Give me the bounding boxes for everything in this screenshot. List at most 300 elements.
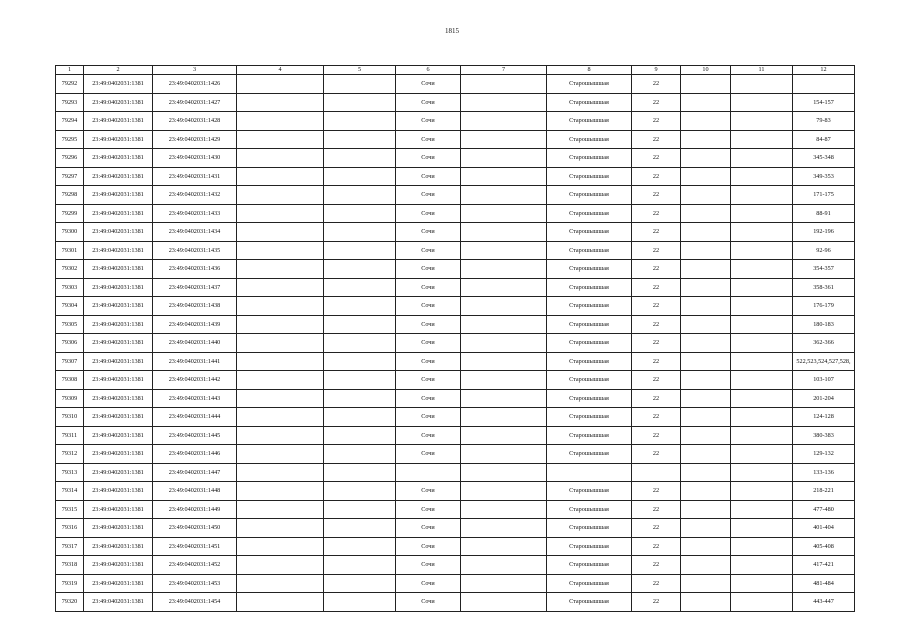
table-cell-col-5 [324, 593, 396, 612]
table-cell-col-3: 23:49:0402031:1452 [153, 556, 237, 575]
table-cell-col-11 [731, 130, 793, 149]
table-cell-col-2: 23:49:0402031:1381 [84, 241, 153, 260]
table-cell-col-7 [461, 463, 547, 482]
table-cell-col-9: 22 [632, 371, 681, 390]
table-cell-col-10 [681, 167, 731, 186]
table-cell-col-10 [681, 352, 731, 371]
table-cell-col-10 [681, 500, 731, 519]
table-cell-col-8: Старошышшая [547, 223, 632, 242]
table-cell-col-5 [324, 241, 396, 260]
table-cell-col-5 [324, 167, 396, 186]
table-cell-col-1: 79302 [56, 260, 84, 279]
table-cell-col-5 [324, 149, 396, 168]
table-cell-col-6: Сочи [396, 445, 461, 464]
table-cell-col-6: Сочи [396, 130, 461, 149]
table-cell-col-2: 23:49:0402031:1381 [84, 130, 153, 149]
table-cell-col-1: 79318 [56, 556, 84, 575]
table-cell-col-1: 79294 [56, 112, 84, 131]
table-cell-col-8: Старошышшая [547, 426, 632, 445]
table-cell-col-2: 23:49:0402031:1381 [84, 500, 153, 519]
table-cell-col-10 [681, 537, 731, 556]
table-cell-col-6: Сочи [396, 519, 461, 538]
table-cell-col-7 [461, 371, 547, 390]
column-header-6: 6 [396, 66, 461, 75]
table-cell-col-1: 79301 [56, 241, 84, 260]
table-cell-col-9: 22 [632, 352, 681, 371]
table-cell-col-6: Сочи [396, 167, 461, 186]
table-cell-col-7 [461, 574, 547, 593]
table-cell-col-5 [324, 500, 396, 519]
table-cell-col-6: Сочи [396, 112, 461, 131]
table-cell-col-12: 84-87 [793, 130, 855, 149]
table-cell-col-9: 22 [632, 389, 681, 408]
table-cell-col-5 [324, 371, 396, 390]
table-cell-col-2: 23:49:0402031:1381 [84, 260, 153, 279]
table-cell-col-10 [681, 315, 731, 334]
table-cell-col-4 [237, 334, 324, 353]
table-cell-col-2: 23:49:0402031:1381 [84, 112, 153, 131]
table-cell-col-12: 522,523,524,527,528, [793, 352, 855, 371]
table-cell-col-7 [461, 334, 547, 353]
table-cell-col-11 [731, 445, 793, 464]
table-cell-col-3: 23:49:0402031:1439 [153, 315, 237, 334]
table-cell-col-11 [731, 93, 793, 112]
table-cell-col-8: Старошышшая [547, 408, 632, 427]
table-cell-col-7 [461, 204, 547, 223]
table-cell-col-5 [324, 112, 396, 131]
table-cell-col-1: 79309 [56, 389, 84, 408]
table-cell-col-3: 23:49:0402031:1429 [153, 130, 237, 149]
table-cell-col-9: 22 [632, 315, 681, 334]
table-cell-col-5 [324, 297, 396, 316]
table-cell-col-5 [324, 186, 396, 205]
table-cell-col-2: 23:49:0402031:1381 [84, 315, 153, 334]
table-cell-col-10 [681, 334, 731, 353]
table-cell-col-1: 79300 [56, 223, 84, 242]
table-cell-col-3: 23:49:0402031:1426 [153, 75, 237, 94]
table-cell-col-3: 23:49:0402031:1433 [153, 204, 237, 223]
table-row [56, 260, 855, 279]
table-cell-col-8: Старошышшая [547, 278, 632, 297]
column-header-10: 10 [681, 66, 731, 75]
table-cell-col-5 [324, 463, 396, 482]
table-cell-col-4 [237, 556, 324, 575]
table-cell-col-9: 22 [632, 260, 681, 279]
table-cell-col-9: 22 [632, 593, 681, 612]
column-header-7: 7 [461, 66, 547, 75]
table-cell-col-11 [731, 593, 793, 612]
table-cell-col-10 [681, 75, 731, 94]
table-cell-col-7 [461, 149, 547, 168]
table-cell-col-12 [793, 75, 855, 94]
table-cell-col-12: 345-348 [793, 149, 855, 168]
table-cell-col-1: 79303 [56, 278, 84, 297]
table-cell-col-8: Старошышшая [547, 352, 632, 371]
table-cell-col-5 [324, 334, 396, 353]
table-row [56, 278, 855, 297]
table-cell-col-7 [461, 482, 547, 501]
column-header-8: 8 [547, 66, 632, 75]
table-cell-col-11 [731, 500, 793, 519]
table-cell-col-2: 23:49:0402031:1381 [84, 75, 153, 94]
table-cell-col-12: 154-157 [793, 93, 855, 112]
table-row [56, 315, 855, 334]
table-cell-col-3: 23:49:0402031:1453 [153, 574, 237, 593]
table-cell-col-5 [324, 93, 396, 112]
table-row [56, 556, 855, 575]
column-header-4: 4 [237, 66, 324, 75]
table-cell-col-3: 23:49:0402031:1428 [153, 112, 237, 131]
table-cell-col-5 [324, 315, 396, 334]
table-cell-col-1: 79314 [56, 482, 84, 501]
table-cell-col-3: 23:49:0402031:1436 [153, 260, 237, 279]
column-header-9: 9 [632, 66, 681, 75]
table-cell-col-6: Сочи [396, 223, 461, 242]
table-cell-col-12: 133-136 [793, 463, 855, 482]
table-cell-col-1: 79313 [56, 463, 84, 482]
table-cell-col-8: Старошышшая [547, 574, 632, 593]
table-cell-col-12: 176-179 [793, 297, 855, 316]
table-row [56, 593, 855, 612]
table-row [56, 519, 855, 538]
table-cell-col-9: 22 [632, 130, 681, 149]
table-cell-col-8: Старошышшая [547, 593, 632, 612]
table-cell-col-10 [681, 297, 731, 316]
table-cell-col-12: 401-404 [793, 519, 855, 538]
table-cell-col-10 [681, 445, 731, 464]
table-cell-col-1: 79305 [56, 315, 84, 334]
table-cell-col-5 [324, 537, 396, 556]
table-cell-col-11 [731, 260, 793, 279]
table-cell-col-1: 79293 [56, 93, 84, 112]
table-cell-col-4 [237, 278, 324, 297]
table-cell-col-4 [237, 426, 324, 445]
table-cell-col-4 [237, 352, 324, 371]
table-cell-col-5 [324, 352, 396, 371]
table-cell-col-2: 23:49:0402031:1381 [84, 519, 153, 538]
table-cell-col-9: 22 [632, 426, 681, 445]
table-cell-col-8: Старошышшая [547, 537, 632, 556]
table-cell-col-5 [324, 223, 396, 242]
column-header-5: 5 [324, 66, 396, 75]
table-cell-col-11 [731, 371, 793, 390]
table-cell-col-3: 23:49:0402031:1445 [153, 426, 237, 445]
table-cell-col-4 [237, 260, 324, 279]
table-cell-col-10 [681, 556, 731, 575]
table-row [56, 389, 855, 408]
table-cell-col-1: 79312 [56, 445, 84, 464]
table-cell-col-6: Сочи [396, 204, 461, 223]
table-cell-col-8: Старошышшая [547, 93, 632, 112]
table-cell-col-5 [324, 75, 396, 94]
table-cell-col-1: 79308 [56, 371, 84, 390]
table-cell-col-9: 22 [632, 297, 681, 316]
table-row [56, 426, 855, 445]
table-cell-col-8: Старошышшая [547, 334, 632, 353]
table-cell-col-7 [461, 130, 547, 149]
table-cell-col-11 [731, 537, 793, 556]
table-cell-col-1: 79304 [56, 297, 84, 316]
table-cell-col-5 [324, 426, 396, 445]
table-cell-col-2: 23:49:0402031:1381 [84, 389, 153, 408]
table-cell-col-3: 23:49:0402031:1435 [153, 241, 237, 260]
table-cell-col-3: 23:49:0402031:1437 [153, 278, 237, 297]
table-cell-col-7 [461, 260, 547, 279]
table-cell-col-6: Сочи [396, 186, 461, 205]
table-row [56, 408, 855, 427]
table-cell-col-2: 23:49:0402031:1381 [84, 556, 153, 575]
table-cell-col-8: Старошышшая [547, 482, 632, 501]
table-cell-col-2: 23:49:0402031:1381 [84, 278, 153, 297]
table-cell-col-8: Старошышшая [547, 500, 632, 519]
table-cell-col-4 [237, 519, 324, 538]
table-cell-col-6: Сочи [396, 408, 461, 427]
table-row [56, 223, 855, 242]
table-cell-col-7 [461, 519, 547, 538]
table-cell-col-7 [461, 186, 547, 205]
table-cell-col-7 [461, 297, 547, 316]
table-cell-col-4 [237, 500, 324, 519]
table-cell-col-5 [324, 574, 396, 593]
table-cell-col-6: Сочи [396, 389, 461, 408]
page-number: 1815 [445, 27, 459, 35]
table-cell-col-12: 192-196 [793, 223, 855, 242]
table-cell-col-11 [731, 556, 793, 575]
column-header-2: 2 [84, 66, 153, 75]
table-cell-col-7 [461, 426, 547, 445]
table-cell-col-12: 362-366 [793, 334, 855, 353]
table-cell-col-11 [731, 463, 793, 482]
table-cell-col-3: 23:49:0402031:1427 [153, 93, 237, 112]
table-cell-col-7 [461, 241, 547, 260]
table-cell-col-1: 79299 [56, 204, 84, 223]
table-cell-col-12: 88-91 [793, 204, 855, 223]
table-cell-col-9: 22 [632, 112, 681, 131]
table-cell-col-4 [237, 537, 324, 556]
table-cell-col-11 [731, 315, 793, 334]
table-row [56, 167, 855, 186]
table-cell-col-9: 22 [632, 334, 681, 353]
table-cell-col-6: Сочи [396, 334, 461, 353]
table-cell-col-11 [731, 278, 793, 297]
table-row [56, 500, 855, 519]
table-cell-col-10 [681, 593, 731, 612]
table-cell-col-3: 23:49:0402031:1448 [153, 482, 237, 501]
table-cell-col-6: Сочи [396, 371, 461, 390]
table-cell-col-6: Сочи [396, 149, 461, 168]
table-cell-col-12: 380-383 [793, 426, 855, 445]
table-cell-col-8: Старошышшая [547, 186, 632, 205]
table-cell-col-11 [731, 482, 793, 501]
table-cell-col-10 [681, 204, 731, 223]
table-cell-col-6: Сочи [396, 297, 461, 316]
table-cell-col-7 [461, 223, 547, 242]
table-cell-col-10 [681, 130, 731, 149]
table-cell-col-11 [731, 389, 793, 408]
table-cell-col-12: 354-357 [793, 260, 855, 279]
table-cell-col-2: 23:49:0402031:1381 [84, 352, 153, 371]
table-cell-col-3: 23:49:0402031:1434 [153, 223, 237, 242]
table-cell-col-11 [731, 241, 793, 260]
table-cell-col-2: 23:49:0402031:1381 [84, 204, 153, 223]
table-cell-col-3: 23:49:0402031:1447 [153, 463, 237, 482]
table-cell-col-2: 23:49:0402031:1381 [84, 167, 153, 186]
table-cell-col-12: 171-175 [793, 186, 855, 205]
table-cell-col-5 [324, 278, 396, 297]
table-cell-col-12: 201-204 [793, 389, 855, 408]
table-cell-col-10 [681, 93, 731, 112]
table-cell-col-12: 92-96 [793, 241, 855, 260]
table-cell-col-6: Сочи [396, 352, 461, 371]
table-cell-col-8: Старошышшая [547, 260, 632, 279]
table-cell-col-6: Сочи [396, 75, 461, 94]
table-cell-col-7 [461, 593, 547, 612]
table-row [56, 463, 855, 482]
table-cell-col-10 [681, 241, 731, 260]
table-cell-col-10 [681, 112, 731, 131]
table-cell-col-3: 23:49:0402031:1441 [153, 352, 237, 371]
table-cell-col-3: 23:49:0402031:1440 [153, 334, 237, 353]
table-row [56, 537, 855, 556]
table-cell-col-12: 79-83 [793, 112, 855, 131]
table-cell-col-8 [547, 463, 632, 482]
table-cell-col-9: 22 [632, 186, 681, 205]
table-cell-col-9: 22 [632, 500, 681, 519]
table-cell-col-8: Старошышшая [547, 519, 632, 538]
table-cell-col-3: 23:49:0402031:1438 [153, 297, 237, 316]
table-cell-col-3: 23:49:0402031:1432 [153, 186, 237, 205]
table-cell-col-4 [237, 574, 324, 593]
table-cell-col-12: 129-132 [793, 445, 855, 464]
table-cell-col-2: 23:49:0402031:1381 [84, 334, 153, 353]
table-cell-col-11 [731, 352, 793, 371]
table-cell-col-4 [237, 186, 324, 205]
table-row [56, 149, 855, 168]
table-cell-col-2: 23:49:0402031:1381 [84, 537, 153, 556]
table-cell-col-11 [731, 149, 793, 168]
table-cell-col-8: Старошышшая [547, 167, 632, 186]
table-cell-col-9 [632, 463, 681, 482]
table-cell-col-9: 22 [632, 278, 681, 297]
column-header-3: 3 [153, 66, 237, 75]
table-cell-col-11 [731, 112, 793, 131]
table-cell-col-1: 79306 [56, 334, 84, 353]
table-cell-col-9: 22 [632, 75, 681, 94]
table-cell-col-4 [237, 297, 324, 316]
table-cell-col-10 [681, 149, 731, 168]
table-row [56, 371, 855, 390]
table-cell-col-4 [237, 389, 324, 408]
table-cell-col-5 [324, 482, 396, 501]
table-cell-col-12: 477-480 [793, 500, 855, 519]
table-cell-col-12: 349-353 [793, 167, 855, 186]
table-cell-col-2: 23:49:0402031:1381 [84, 186, 153, 205]
table-cell-col-8: Старошышшая [547, 445, 632, 464]
table-cell-col-11 [731, 426, 793, 445]
table-cell-col-1: 79307 [56, 352, 84, 371]
table-cell-col-2: 23:49:0402031:1381 [84, 463, 153, 482]
table-row [56, 482, 855, 501]
table-cell-col-9: 22 [632, 556, 681, 575]
table-cell-col-8: Старошышшая [547, 204, 632, 223]
table-cell-col-4 [237, 149, 324, 168]
table-cell-col-9: 22 [632, 93, 681, 112]
table-cell-col-12: 103-107 [793, 371, 855, 390]
table-cell-col-11 [731, 223, 793, 242]
table-cell-col-2: 23:49:0402031:1381 [84, 574, 153, 593]
table-cell-col-8: Старошышшая [547, 241, 632, 260]
table-cell-col-9: 22 [632, 149, 681, 168]
table-cell-col-8: Старошышшая [547, 315, 632, 334]
table-row [56, 574, 855, 593]
table-cell-col-5 [324, 260, 396, 279]
table-row [56, 204, 855, 223]
table-cell-col-2: 23:49:0402031:1381 [84, 593, 153, 612]
table-cell-col-9: 22 [632, 204, 681, 223]
table-cell-col-6: Сочи [396, 500, 461, 519]
table-cell-col-1: 79297 [56, 167, 84, 186]
table-cell-col-3: 23:49:0402031:1443 [153, 389, 237, 408]
table-cell-col-6 [396, 463, 461, 482]
table-cell-col-6: Сочи [396, 537, 461, 556]
table-cell-col-3: 23:49:0402031:1450 [153, 519, 237, 538]
table-cell-col-4 [237, 204, 324, 223]
registry-table [55, 65, 855, 612]
table-cell-col-9: 22 [632, 537, 681, 556]
table-cell-col-12: 481-484 [793, 574, 855, 593]
table-cell-col-7 [461, 500, 547, 519]
table-cell-col-2: 23:49:0402031:1381 [84, 408, 153, 427]
table-cell-col-9: 22 [632, 574, 681, 593]
table-cell-col-6: Сочи [396, 241, 461, 260]
table-cell-col-1: 79317 [56, 537, 84, 556]
table-cell-col-7 [461, 112, 547, 131]
table-cell-col-12: 417-421 [793, 556, 855, 575]
table-cell-col-4 [237, 167, 324, 186]
table-cell-col-4 [237, 223, 324, 242]
table-cell-col-3: 23:49:0402031:1446 [153, 445, 237, 464]
table-cell-col-3: 23:49:0402031:1449 [153, 500, 237, 519]
table-cell-col-11 [731, 297, 793, 316]
table-cell-col-11 [731, 519, 793, 538]
table-cell-col-2: 23:49:0402031:1381 [84, 223, 153, 242]
table-cell-col-10 [681, 389, 731, 408]
table-cell-col-9: 22 [632, 482, 681, 501]
table-cell-col-7 [461, 315, 547, 334]
table-cell-col-7 [461, 75, 547, 94]
table-cell-col-12: 405-408 [793, 537, 855, 556]
table-cell-col-1: 79310 [56, 408, 84, 427]
table-body [56, 75, 855, 612]
table-cell-col-10 [681, 260, 731, 279]
table-cell-col-1: 79311 [56, 426, 84, 445]
table-row [56, 445, 855, 464]
table-cell-col-4 [237, 112, 324, 131]
table-cell-col-10 [681, 482, 731, 501]
column-header-1: 1 [56, 66, 84, 75]
table-cell-col-5 [324, 408, 396, 427]
table-cell-col-4 [237, 482, 324, 501]
table-cell-col-6: Сочи [396, 556, 461, 575]
table-cell-col-7 [461, 278, 547, 297]
table-cell-col-4 [237, 93, 324, 112]
table-cell-col-9: 22 [632, 223, 681, 242]
table-cell-col-4 [237, 241, 324, 260]
table-cell-col-5 [324, 519, 396, 538]
table-cell-col-4 [237, 130, 324, 149]
table-cell-col-3: 23:49:0402031:1444 [153, 408, 237, 427]
table-cell-col-3: 23:49:0402031:1431 [153, 167, 237, 186]
